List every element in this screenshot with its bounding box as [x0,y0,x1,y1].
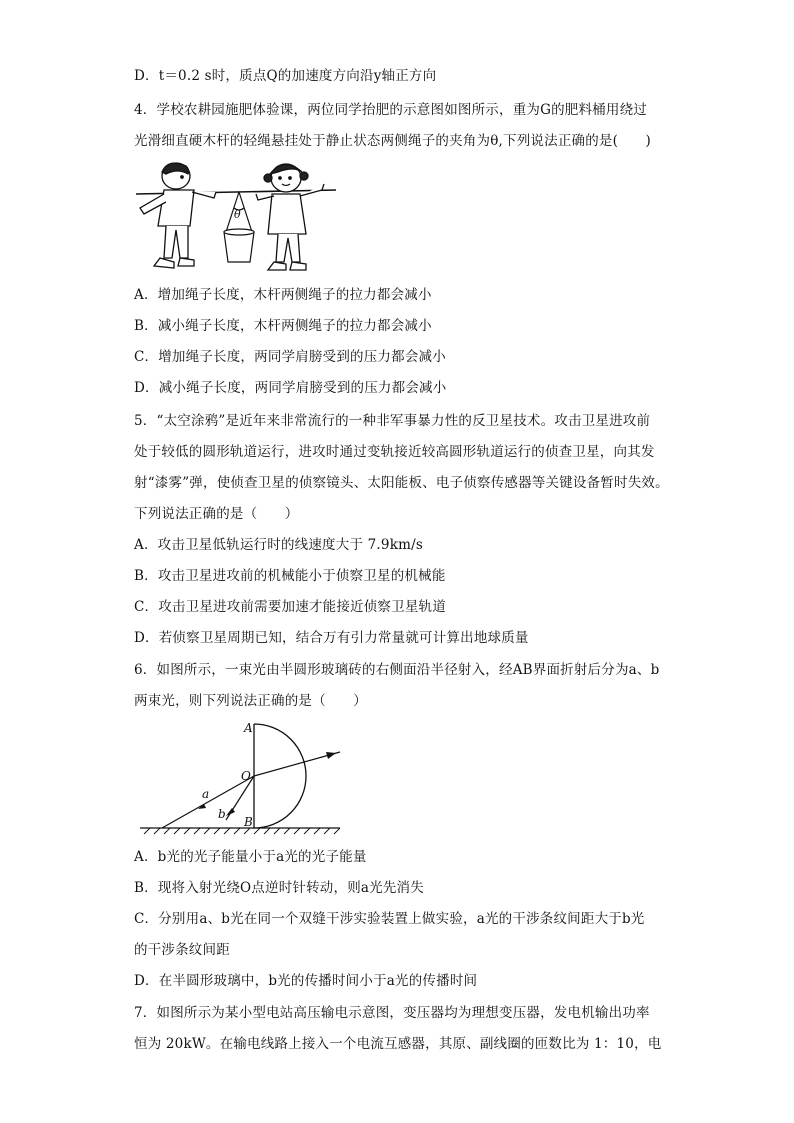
label-a: a [202,787,210,801]
q5-option-d: D．若侦察卫星周期已知，结合万有引力常量就可计算出地球质量 [134,630,529,646]
q5-stem-line2: 处于较低的圆形轨道运行，进攻时通过变轨接近较高圆形轨道运行的侦查卫星，向其发 [134,444,655,460]
glass-semicircle [254,724,306,828]
q6-option-b: B．现将入射光绕O点逆时针转动，则a光先消失 [134,880,424,896]
incident-arrow [326,752,336,759]
label-b: b [218,807,226,821]
q4-option-c: C．增加绳子长度，两同学肩膀受到的压力都会减小 [134,349,446,365]
q4-figure-students-carrying-bucket [134,160,344,276]
q6-option-c-line1: C．分别用a、b光在同一个双缝干涉实验装置上做实验，a光的干涉条纹间距大于b光 [134,911,645,927]
label-O: O [241,769,251,783]
q5-option-b: B．攻击卫星进攻前的机械能小于侦察卫星的机械能 [134,568,446,584]
label-B: B [244,815,253,829]
q4-option-b: B．减小绳子长度，木杆两侧绳子的拉力都会减小 [134,318,432,334]
q4-stem-line2: 光滑细直硬木杆的轻绳悬挂处于静止状态两侧绳子的夹角为θ,下列说法正确的是( ) [134,133,651,149]
q4-stem-line1: 4．学校农耕园施肥体验课，两位同学抬肥的示意图如图所示，重为G的肥料桶用绕过 [134,102,647,118]
q5-option-a: A．攻击卫星低轨运行时的线速度大于 7.9km/s [134,537,423,553]
q7-stem-line1: 7．如图所示为某小型电站高压输电示意图，变压器均为理想变压器，发电机输出功率 [134,1005,650,1021]
q6-stem-line1: 6．如图所示，一束光由半圆形玻璃砖的右侧面沿半径射入，经AB界面折射后分为a、b [134,662,660,678]
q5-option-c: C．攻击卫星进攻前需要加速才能接近侦察卫星轨道 [134,599,446,615]
q5-stem-line3: 射“漆雾”弹，使侦查卫星的侦察镜头、太阳能板、电子侦察传感器等关键设备暂时失效。 [134,475,669,491]
bucket-and-rope [224,192,254,262]
q4-option-d: D．减小绳子长度，两同学肩膀受到的压力都会减小 [134,380,447,396]
q6-stem-line2: 两束光，则下列说法正确的是（ ） [134,693,367,709]
q5-stem-line1: 5．“太空涂鸦”是近年来非常流行的一种非军事暴力性的反卫星技术。攻击卫星进攻前 [134,413,651,429]
boy-figure [140,163,216,268]
q7-stem-line2: 恒为 20kW。在输电线路上接入一个电流互感器，其原、副线圈的匝数比为 1：10，电 [134,1036,662,1052]
girl-figure [256,164,324,270]
q6-option-a: A．b光的光子能量小于a光的光子能量 [134,849,367,865]
q6-figure-semicircular-glass [140,716,350,838]
label-A: A [244,721,253,735]
q6-option-d: D．在半圆形玻璃中，b光的传播时间小于a光的传播时间 [134,973,478,989]
ground-hatching [144,828,340,834]
q4-option-a: A．增加绳子长度，木杆两侧绳子的拉力都会减小 [134,287,432,303]
ray-a [162,776,254,828]
theta-label: θ [234,208,241,221]
q3-option-d: D．t＝0.2 s时，质点Q的加速度方向沿y轴正方向 [134,68,437,84]
q6-option-c-line2: 的干涉条纹间距 [134,942,230,958]
q5-stem-line4: 下列说法正确的是（ ） [134,506,299,522]
